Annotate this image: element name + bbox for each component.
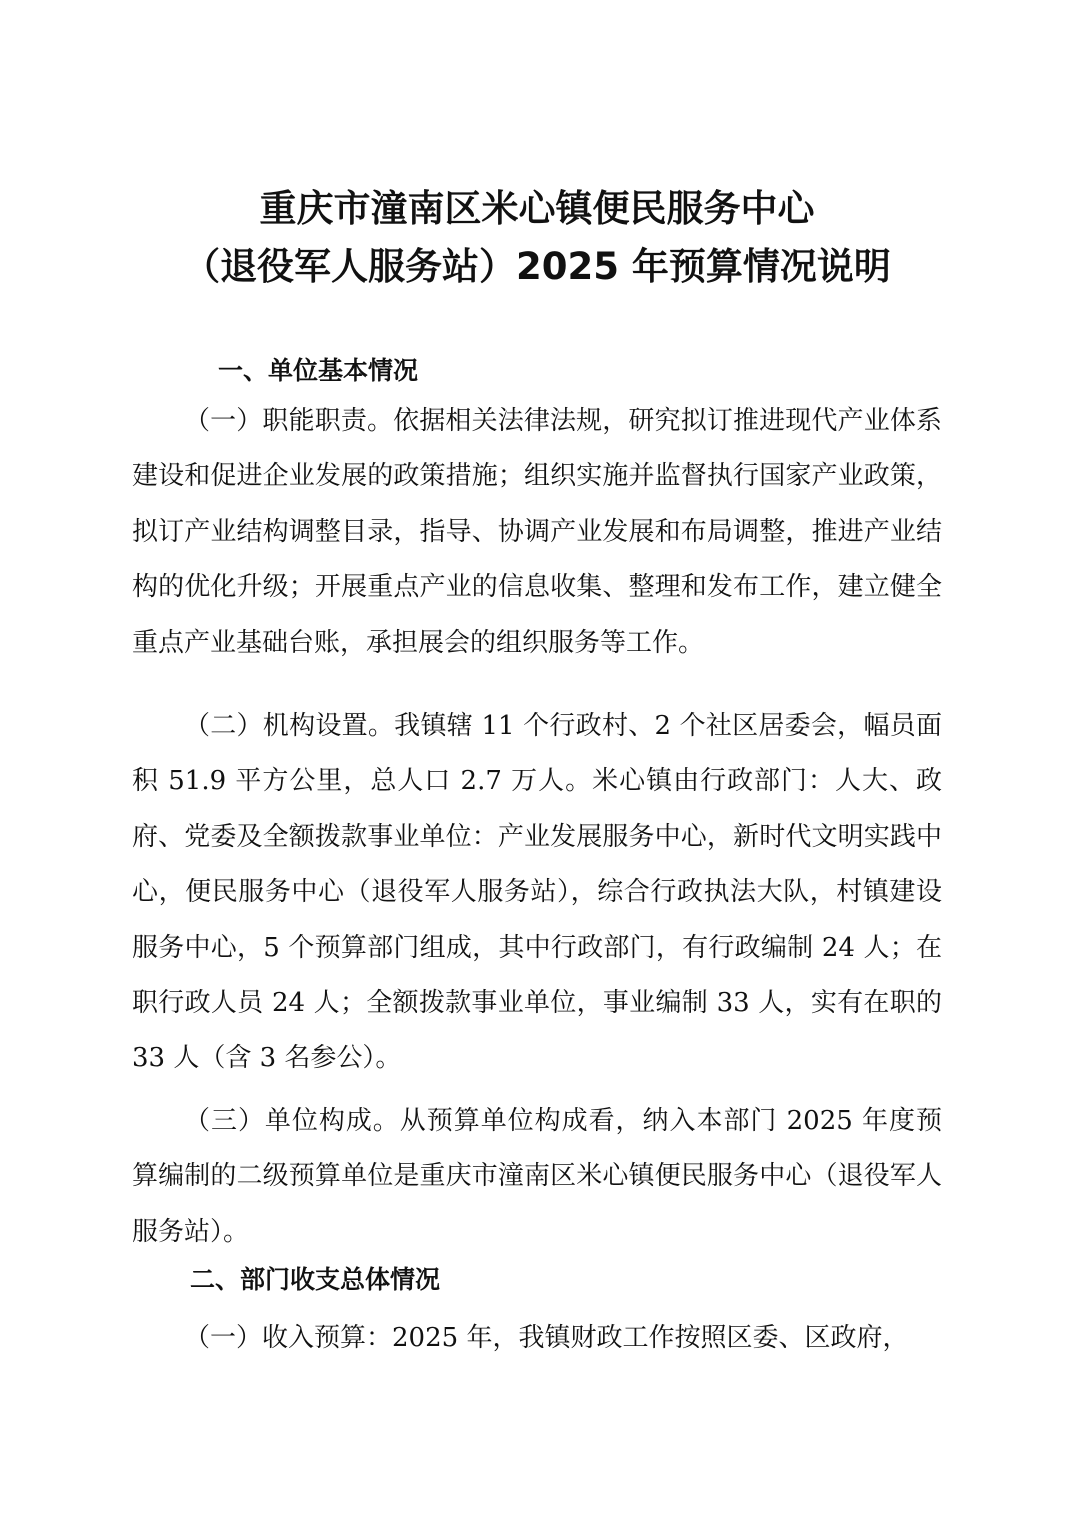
section-heading-basic-info: 一、单位基本情况: [218, 356, 419, 385]
paragraph-lead: （一）职能职责。: [184, 406, 394, 436]
paragraph-functions: [132, 394, 942, 671]
paragraph-lead: （一）收入预算：: [184, 1323, 393, 1353]
paragraph-organization: [132, 699, 942, 1087]
paragraph-text: 依据相关法律法规，研究拟订推进现代产业体系建设和促进企业发展的政策措施；组织实施并监督执行国家产业政策，拟订产业结构调整目录，指导、协调产业发展和布局调整，推进产业结构的优化升级；开展重点产业的信息收集、整理和发布工作，建立健全重点产业基础台账，承担展会的组织服务等工作。: [132, 406, 942, 658]
document-title-line-1: 重庆市潼南区米心镇便民服务中心: [259, 187, 815, 230]
paragraph-lead: （三）单位构成。: [184, 1106, 400, 1136]
paragraph-lead: （二）机构设置。: [184, 711, 395, 741]
paragraph-text: 我镇辖 11 个行政村、2 个社区居委会，幅员面积 51.9 平方公里，总人口 2.7 万人。米心镇由行政部门：人大、政府、党委及全额拨款事业单位：产业发展服务中心，新时代文明实践中心，便民服务中心（退役军人服务站），综合行政执法大队，村镇建设服务中心，5 个预算部门组成，其中行政部门，有行政编制 24 人；在职行政人员 24 人；全额拨款事业单位，事业编制 33 人，实有在职的 33 人（含 3 名参公）。: [132, 711, 942, 1074]
paragraph-composition: [132, 1094, 942, 1260]
paragraph-text: 从预算单位构成看，纳入本部门 2025 年度预算编制的二级预算单位是重庆市潼南区米心镇便民服务中心（退役军人服务站）。: [132, 1106, 942, 1247]
paragraph-income-budget: [132, 1311, 942, 1366]
section-heading-budget-overview: 二、部门收支总体情况: [190, 1265, 441, 1294]
document-title-line-2: （退役军人服务站）2025 年预算情况说明: [183, 245, 891, 288]
paragraph-text: 2025 年，我镇财政工作按照区委、区政府，: [392, 1323, 909, 1353]
